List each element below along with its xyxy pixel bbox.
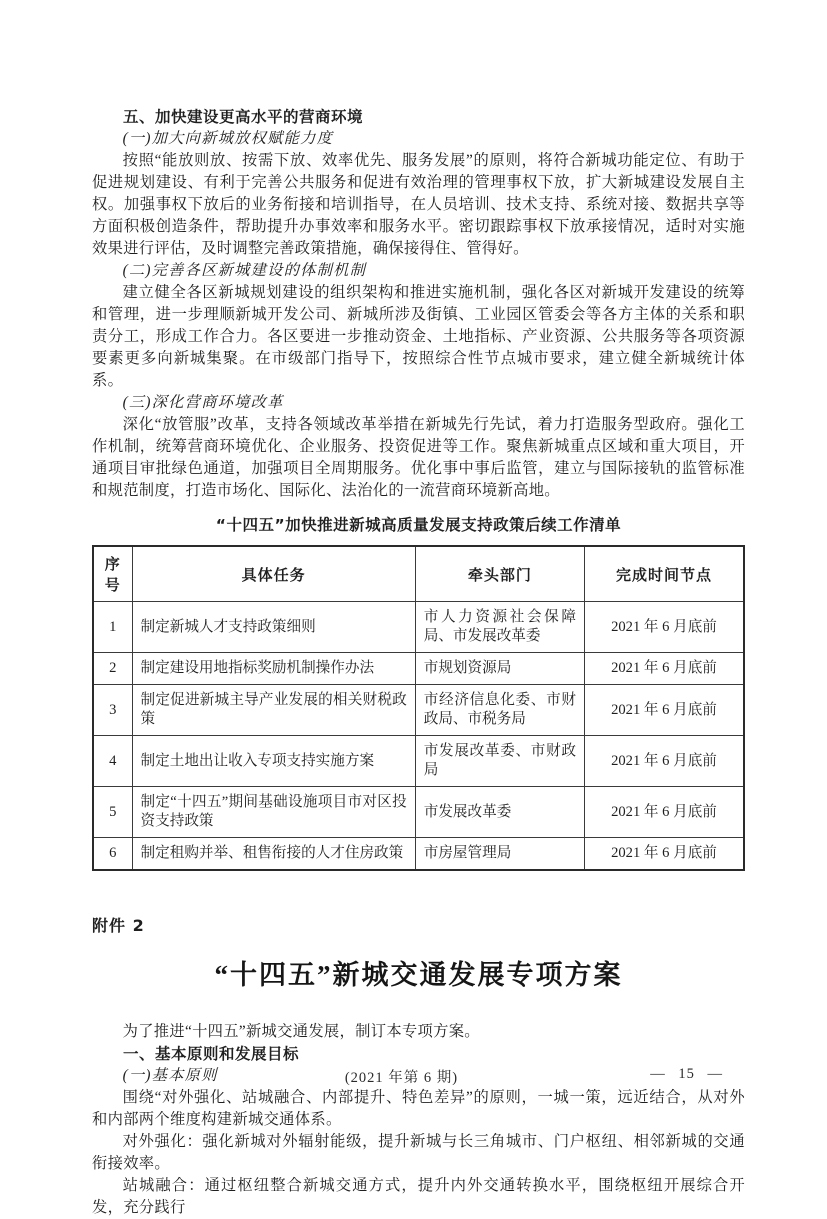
section-heading-1: 一、基本原则和发展目标 [123,1045,300,1063]
cell-dept: 市发展改革委、市财政局 [415,736,584,787]
cell-task: 制定租购并举、租售衔接的人才住房政策 [132,838,415,871]
table-row [93,787,744,838]
attachment-title: “十四五”新城交通发展专项方案 [214,960,623,990]
subsection-heading-5-1: (一)加大向新城放权赋能力度 [122,130,334,147]
policy-task-table [92,545,745,871]
page-content [92,106,745,1219]
cell-dept: 市房屋管理局 [415,838,584,871]
cell-no: 2 [93,653,132,685]
cell-deadline: 2021 年 6 月底前 [584,685,744,736]
cell-deadline: 2021 年 6 月底前 [584,787,744,838]
cell-dept: 市发展改革委 [415,787,584,838]
cell-task: 制定建设用地指标奖励机制操作办法 [132,653,415,685]
cell-task: 制定“十四五”期间基础设施项目市对区投资支持政策 [132,787,415,838]
table-header-row [93,546,744,602]
table-row [93,838,744,871]
body-paragraph: 为了推进“十四五”新城交通发展，制订本专项方案。 [122,1023,480,1040]
page-number: — 15 — [650,1066,723,1082]
page-footer [0,1066,827,1090]
cell-no: 3 [93,685,132,736]
cell-task: 制定土地出让收入专项支持实施方案 [132,736,415,787]
body-paragraph: 建立健全各区新城规划建设的组织架构和推进实施机制，强化各区对新城开发建设的统筹和管理，进一步理顺新城开发公司、新城所涉及街镇、工业园区管委会等各方主体的关系和职责分工，形成工作合力。各区要进一步推动资金、土地指标、产业资源、公共服务等各项资源要素更多向新城集聚。在市级部门指导下，按照综合性节点城市要求，建立健全新城统计体系。 [92,284,745,389]
body-paragraph: 深化“放管服”改革，支持各领域改革举措在新城先行先试，着力打造服务型政府。强化工作机制，统筹营商环境优化、企业服务、投资促进等工作。聚焦新城重点区域和重大项目，开通项目审批绿色通道，加强项目全周期服务。优化事中事后监管，建立与国际接轨的监管标准和规范制度，打造市场化、国际化、法治化的一流营商环境新高地。 [92,416,745,499]
column-header-deadline: 完成时间节点 [584,546,744,602]
cell-dept: 市人力资源社会保障局、市发展改革委 [415,602,584,653]
attachment-label: 附件 2 [92,916,145,935]
column-header-no: 序号 [93,546,132,602]
cell-no: 6 [93,838,132,871]
cell-no: 4 [93,736,132,787]
cell-task: 制定新城人才支持政策细则 [132,602,415,653]
body-paragraph: 按照“能放则放、按需下放、效率优先、服务发展”的原则，将符合新城功能定位、有助于促进规划建设、有利于完善公共服务和促进有效治理的管理事权下放，扩大新城建设发展自主权。加强事权下放后的业务衔接和培训指导，在人员培训、技术支持、系统对接、数据共享等方面积极创造条件，帮助提升办事效率和服务水平。密切跟踪事权下放承接情况，适时对实施效果进行评估，及时调整完善政策措施，确保接得住、管得好。 [92,152,745,257]
column-header-task: 具体任务 [132,546,415,602]
cell-dept: 市规划资源局 [415,653,584,685]
cell-deadline: 2021 年 6 月底前 [584,736,744,787]
body-paragraph: 站城融合：通过枢纽整合新城交通方式，提升内外交通转换水平，围绕枢纽开展综合开发，充分践行 [92,1177,745,1216]
column-header-dept: 牵头部门 [415,546,584,602]
cell-dept: 市经济信息化委、市财政局、市税务局 [415,685,584,736]
table-row [93,736,744,787]
subsection-heading-5-2: (二)完善各区新城建设的体制机制 [122,262,367,279]
table-row [93,685,744,736]
table-row [93,602,744,653]
cell-deadline: 2021 年 6 月底前 [584,838,744,871]
cell-deadline: 2021 年 6 月底前 [584,653,744,685]
table-title: “十四五”加快推进新城高质量发展支持政策后续工作清单 [215,516,622,534]
cell-no: 5 [93,787,132,838]
table-row [93,653,744,685]
section-heading-5: 五、加快建设更高水平的营商环境 [123,108,364,126]
body-paragraph: 围绕“对外强化、站城融合、内部提升、特色差异”的原则，一城一策，远近结合，从对外和内部两个维度构建新城交通体系。 [92,1089,745,1128]
subsection-heading-1-1: (一)基本原则 [122,1067,218,1084]
cell-no: 1 [93,602,132,653]
body-paragraph: 对外强化：强化新城对外辐射能级，提升新城与长三角城市、门户枢纽、相邻新城的交通衔接效率。 [92,1133,745,1172]
cell-task: 制定促进新城主导产业发展的相关财税政策 [132,685,415,736]
subsection-heading-5-3: (三)深化营商环境改革 [122,394,284,411]
cell-deadline: 2021 年 6 月底前 [584,602,744,653]
journal-issue: (2021 年第 6 期) [344,1070,459,1086]
